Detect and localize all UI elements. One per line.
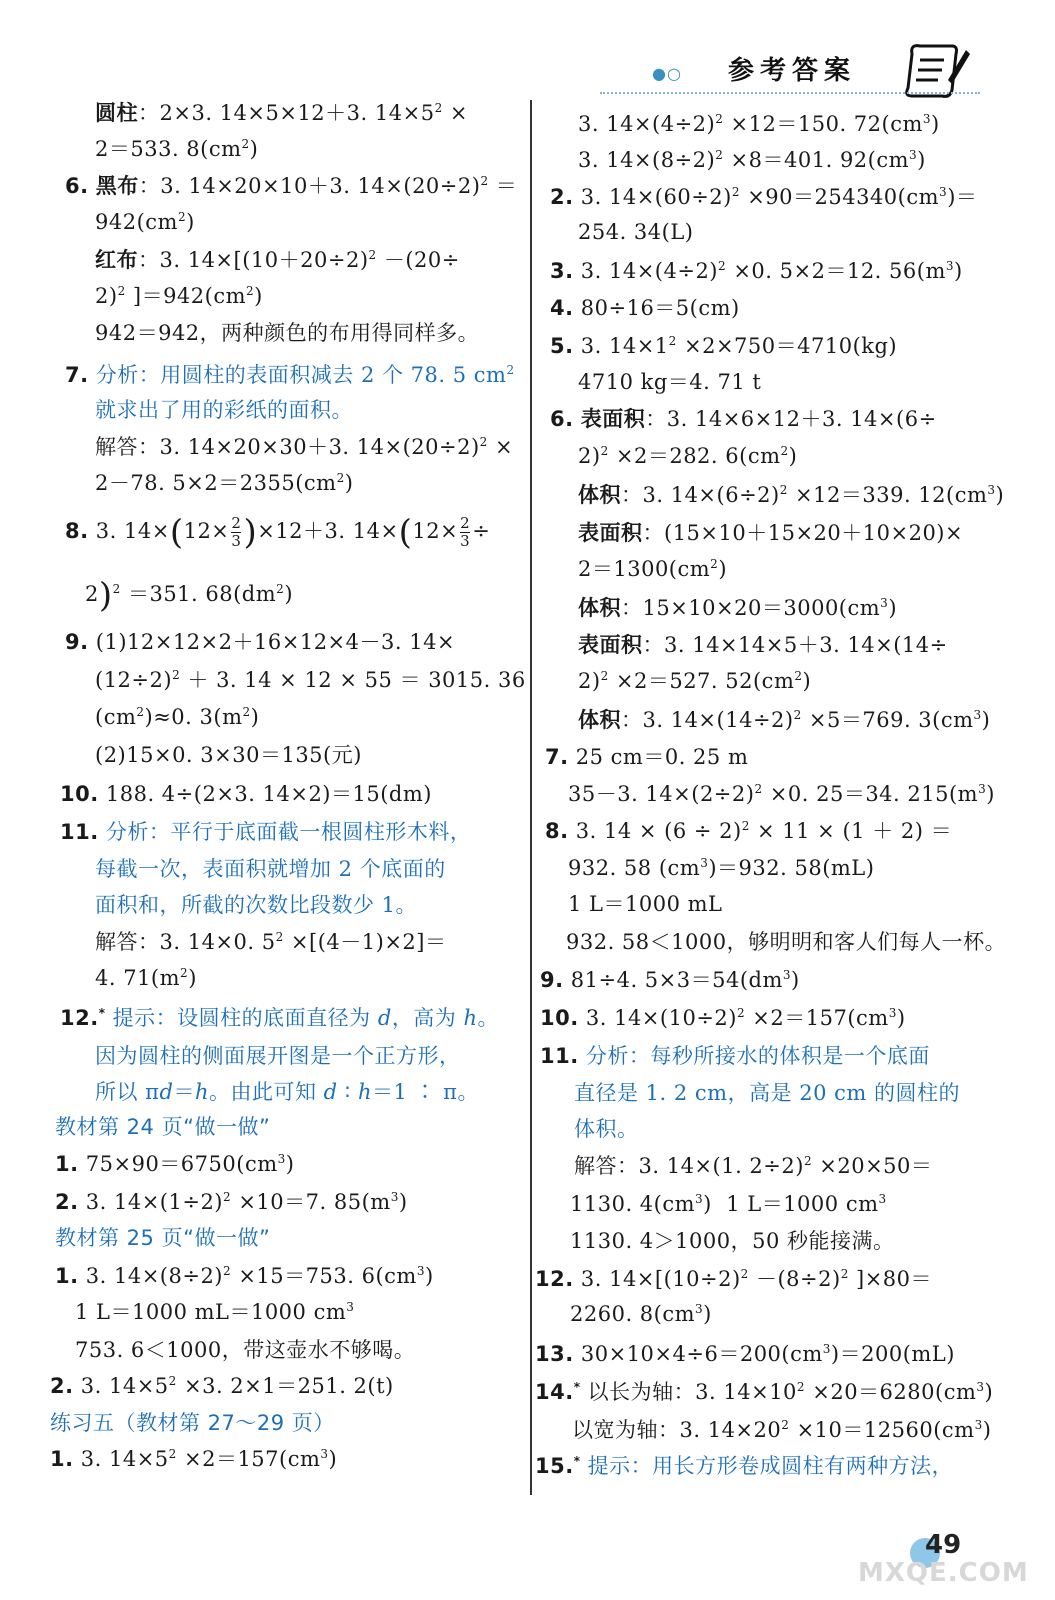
answer-line: 2)$^2$ ×2＝527. $52(cm^2)$ — [578, 669, 812, 693]
answer-line: 6. 表面积：3. 14×6×12＋3. 14×(6÷ — [550, 407, 937, 431]
watermark: MXQE.COM — [858, 1558, 1029, 1588]
answer-line: 体积：3. $14\times(6\div 2)^2 \times 12=339$. $12(cm^3)$ — [578, 483, 1005, 507]
answer-line: 1. 3. $14\times(8\div 2)^2 \times 15=753$. $6(cm^3)$ — [55, 1264, 434, 1288]
section-heading: 教材第 25 页“做一做” — [55, 1226, 271, 1250]
answer-line: 7. 分析：用圆柱的表面积减去 2 个 78. 5 $cm^2$ — [65, 363, 515, 387]
answer-line: 1. 3. $14\times 5^2 \times 2=157(cm^3)$ — [50, 1447, 338, 1471]
answer-line: 9. 81÷4. $5\times 3=54(dm^3)$ — [540, 968, 800, 992]
answer-line: 2. 3. $14\times(60\div 2)^2 \times 90=254340(cm^3)=$ — [550, 185, 978, 209]
column-divider — [530, 100, 532, 1495]
answer-line: 6. 黑布：3. 14×20×10＋3. $14\times(20\div 2)^2$ ＝ — [65, 174, 518, 198]
answer-line: 面积和，所截的次数比段数少 1。 — [95, 893, 418, 917]
answer-line: $2=1300(cm^2)$ — [578, 557, 728, 581]
section-heading: 练习五（教材第 27～29 页） — [50, 1411, 335, 1435]
answer-line: 4. 80÷16＝5(cm) — [550, 296, 740, 320]
answer-line: 3. $14\times(8\div 2)^2 \times 8=401$. $92(cm^3)$ — [578, 148, 926, 172]
answer-line: 2)$^2$ ]$=942(cm^2)$ — [95, 284, 263, 308]
answer-line: 932. 58 $(cm^3)=932$. 58(mL) — [568, 856, 875, 880]
answer-line: 2＝533. $8(cm^2)$ — [95, 137, 259, 161]
answer-line: 2)$^2$ ＝351. $68(dm^2)$ — [85, 575, 294, 616]
answer-line: 10. 188. 4÷(2×3. 14×2)＝15(dm) — [60, 782, 432, 806]
answer-line: (2)15×0. 3×30＝135(元) — [95, 743, 362, 767]
answer-line: 表面积：3. 14×14×5＋3. 14×(14÷ — [578, 633, 948, 657]
answer-line: 因为圆柱的侧面展开图是一个正方形， — [95, 1044, 461, 1068]
answer-line: 红布：3. $14\times[(10+20\div 2)^2 -(20\div$ — [95, 248, 460, 272]
answer-line: 2. 3. $14\times(1\div 2)^2 \times 10=7$. $85(m^3)$ — [55, 1190, 408, 1214]
answer-line: 10. 3. $14\times(10\div 2)^2 \times 2=157(cm^3)$ — [540, 1006, 906, 1030]
answer-line: 圆柱：2×3. 14×5×12＋3. $14\times 5^2$ × — [95, 101, 468, 125]
answer-line: 4710 kg＝4. 71 t — [578, 370, 762, 394]
answer-line: 15.* 提示：用长方形卷成圆柱有两种方法， — [535, 1454, 954, 1478]
header-rule — [600, 92, 980, 94]
answer-line: 表面积：(15×10＋15×20＋10×20)× — [578, 521, 964, 545]
answer-line: 12.* 提示：设圆柱的底面直径为 d，高为 h。 — [60, 1006, 500, 1030]
answer-line: 2. 3. $14\times 5^2 \times 3$. 2×1＝251. 2(t) — [50, 1374, 394, 1398]
answer-line: 解答：3. 14×20×30＋3. $14\times(20\div 2)^2$ × — [95, 435, 514, 459]
answer-line: 3. 3. $14\times(4\div 2)^2 \times 0$. 5×2＝12. $56(m^3)$ — [550, 259, 963, 283]
answer-line: 13. $30\times 10\times 4\div 6=200(cm^3)=200(mL)$ — [535, 1342, 955, 1366]
answer-line: 12. 3. $14\times[(10\div 2)^2 -(8\div 2)^2$ ]×80＝ — [535, 1267, 933, 1291]
answer-line: 3. $14\times(4\div 2)^2 \times 12=150$. $72(cm^3)$ — [578, 112, 940, 136]
answer-line: 254. 34(L) — [578, 220, 694, 244]
answer-line: 4. $71(m^2)$ — [95, 966, 197, 990]
page-header — [600, 40, 1030, 100]
answer-line: 14.* 以长为轴：3. $14\times 10^2 \times 20=6280(cm^3)$ — [535, 1380, 994, 1404]
answer-line: 2－78. $5\times 2=2355(cm^2)$ — [95, 471, 354, 495]
answer-line: 11. 分析：平行于底面截一根圆柱形木料， — [60, 820, 472, 844]
answer-line: 942＝942，两种颜色的布用得同样多。 — [95, 321, 480, 345]
answer-line: $942(cm^2)$ — [95, 210, 195, 234]
header-title: 参考答案 — [728, 56, 857, 86]
answer-line: 35－3. $14\times(2\div 2)^2 \times 0$. 25＝34. $215(m^3)$ — [568, 782, 995, 806]
answer-line: 体积：3. $14\times(14\div 2)^2 \times 5=769$. $3(cm^3)$ — [578, 708, 991, 732]
answer-line: 直径是 1. 2 cm，高是 20 cm 的圆柱的 — [574, 1081, 961, 1105]
answer-line: 8. 3. 14×(12× $\frac{2}{3}$ )×12＋3. 14×(12× $\frac{2}{3}$ ÷ — [65, 512, 491, 553]
answer-line: 体积：$15\times 10\times 20=3000(cm^3)$ — [578, 596, 898, 620]
answer-line: 1 L＝1000 mL＝1000 $cm^3$ — [75, 1300, 355, 1324]
answer-line: 1130. 4＞1000，50 秒能接满。 — [570, 1229, 895, 1253]
section-heading: 教材第 24 页“做一做” — [55, 1115, 271, 1139]
answer-line: 1130. $4(cm^3)$ 1 L＝1000 $cm^3$ — [570, 1192, 887, 1216]
answer-line: 2)$^2$ ×2＝282. $6(cm^2)$ — [578, 444, 798, 468]
answer-line: 7. 25 cm＝0. 25 m — [545, 745, 749, 769]
answer-line: 11. 分析：每秒所接水的体积是一个底面 — [540, 1044, 930, 1068]
answer-line: 932. 58＜1000，够明明和客人们每人一杯。 — [566, 930, 1007, 954]
header-dots: ●○ — [652, 64, 682, 83]
answer-line: 5. 3. $14\times 1^2 \times 2\times 750=4710(kg)$ — [550, 334, 898, 358]
page-number: 49 — [925, 1530, 962, 1560]
answer-line: 753. 6＜1000，带这壶水不够喝。 — [75, 1338, 416, 1362]
answer-line: 1 L＝1000 mL — [568, 892, 723, 916]
answer-line: 解答：3. 14×(1. 2÷2)$^2$ ×20×50＝ — [574, 1154, 933, 1178]
answer-line: 1. $75\times 90=6750(cm^3)$ — [55, 1152, 295, 1176]
answer-line: 2260. $8(cm^3)$ — [570, 1302, 712, 1326]
answer-line: 体积。 — [574, 1117, 639, 1141]
answer-line: 解答：3. 14×0. $5^2 \times[(4-1)\times 2]=$ — [95, 930, 447, 954]
answer-line: 8. 3. $14 \times (6 \div 2)^2 \times 11 \times (1 + 2)$ ＝ — [545, 819, 953, 843]
answer-line: 所以 πd＝h。由此可知 d ∶ h＝1 ∶ π。 — [95, 1080, 479, 1104]
answer-line: $(12\div 2)^2 + 3$. 14 × 12 × 55 ＝ 3015. 36 — [95, 668, 526, 692]
answer-line: 9. (1)12×12×2＋16×12×4－3. 14× — [65, 630, 456, 654]
answer-line: $(cm^2)\approx 0$. $3(m^2)$ — [95, 705, 260, 729]
answer-line: 以宽为轴：3. $14\times 20^2 \times 10=12560(cm^3)$ — [572, 1418, 992, 1442]
answer-line: 就求出了用的彩纸的面积。 — [95, 398, 353, 422]
answer-line: 每截一次，表面积就增加 2 个底面的 — [95, 857, 446, 881]
